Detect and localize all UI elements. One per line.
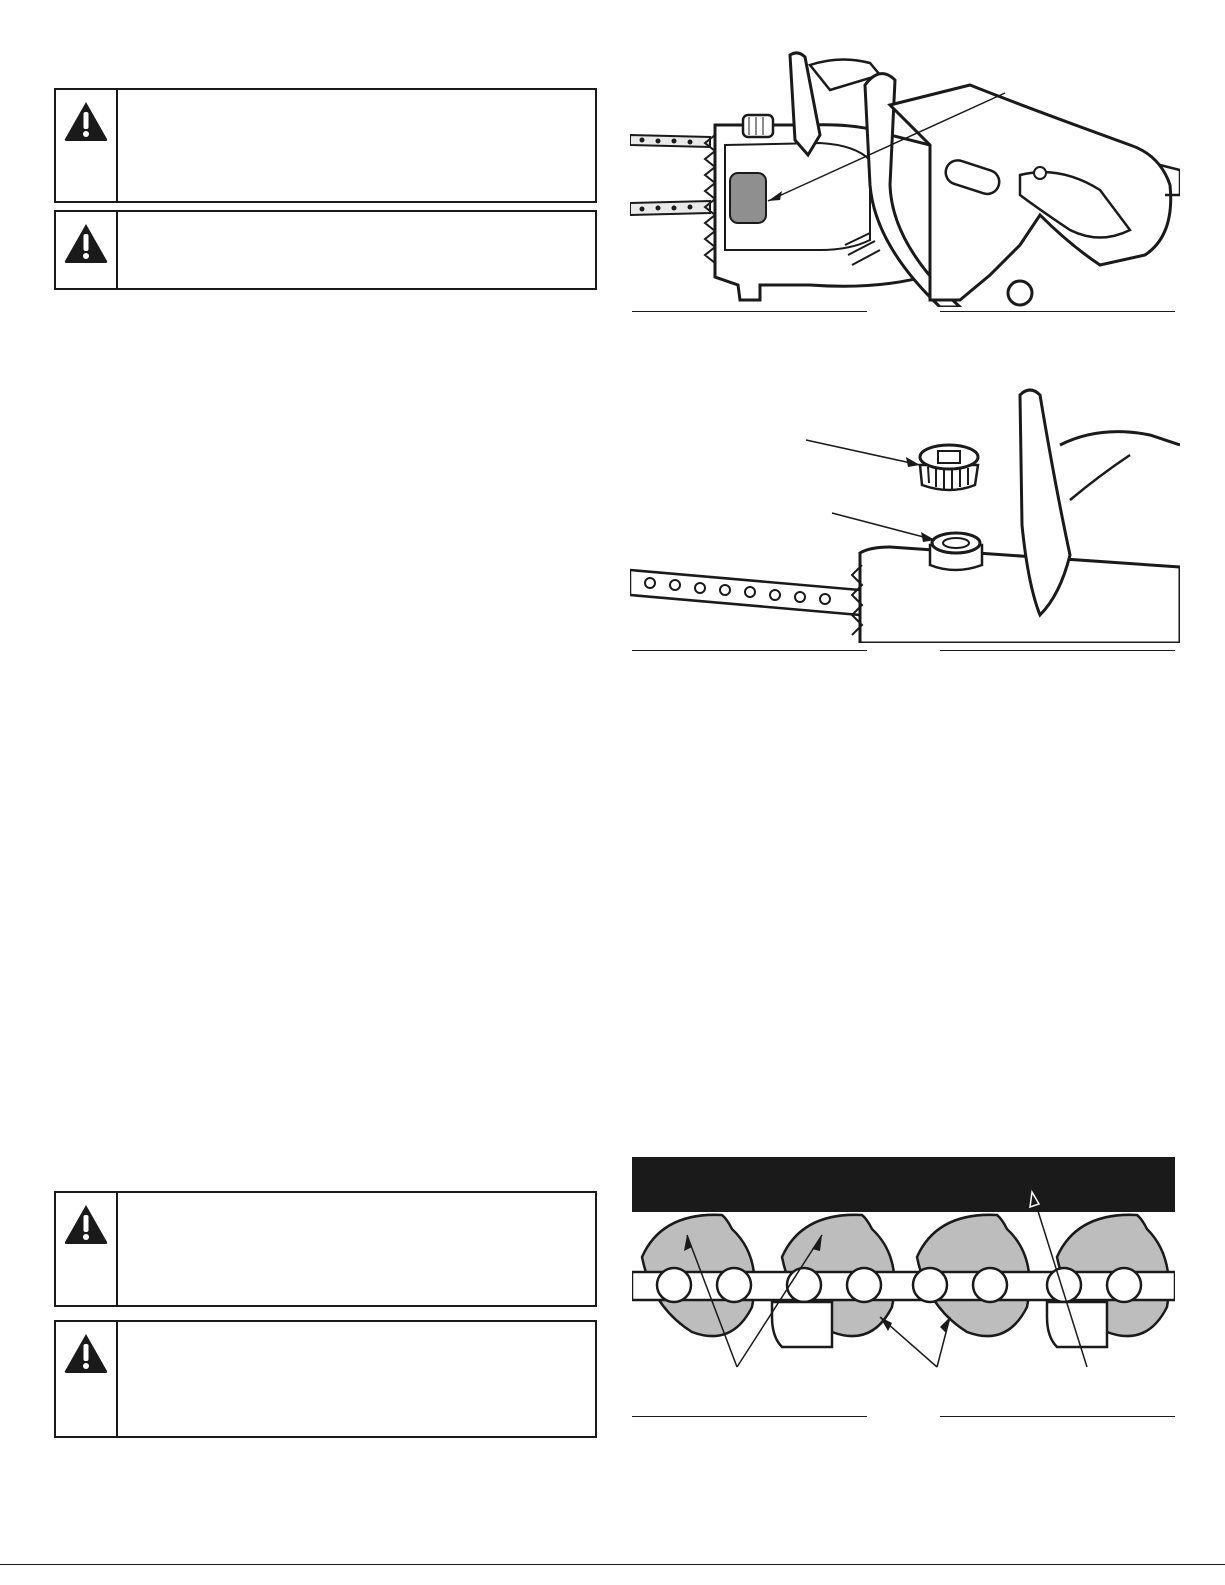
warning-box-2 (54, 210, 597, 290)
figure-rule-left (632, 650, 867, 651)
warning-triangle-icon (63, 1203, 109, 1245)
oil-tank-body (860, 547, 1180, 643)
warning-icon-cell (56, 1322, 118, 1436)
warning-text (118, 1322, 595, 1436)
chain-upper (630, 135, 710, 215)
warning-box-3 (54, 1191, 597, 1307)
warning-icon-cell (56, 1193, 118, 1305)
warning-box-4 (54, 1320, 597, 1438)
figure-rule-right (940, 650, 1175, 651)
figure-oil-cap (630, 385, 1180, 643)
warning-triangle-icon (63, 222, 109, 264)
warning-box-1 (54, 88, 597, 203)
leader-line-cap (806, 440, 920, 465)
figure-rule-left (632, 1416, 867, 1417)
figure-rule-right (940, 1416, 1175, 1417)
figure-rule-left (632, 311, 867, 312)
footer-rule (0, 1564, 1225, 1565)
warning-triangle-icon (63, 1332, 109, 1374)
warning-text (118, 1193, 595, 1305)
leader-line-neck (832, 513, 935, 540)
warning-text (118, 212, 595, 288)
warning-icon-cell (56, 90, 118, 201)
chain-knob (743, 115, 773, 137)
figure-rule-right (940, 311, 1175, 312)
figure-oil-level-window (630, 45, 1180, 307)
warning-text (118, 90, 595, 201)
oil-level-window (730, 173, 766, 223)
figure-chain-detail (632, 1157, 1175, 1382)
chain-link-strip (632, 1272, 1175, 1300)
warning-triangle-icon (63, 100, 109, 142)
warning-icon-cell (56, 212, 118, 288)
guide-bar (632, 1157, 1175, 1212)
